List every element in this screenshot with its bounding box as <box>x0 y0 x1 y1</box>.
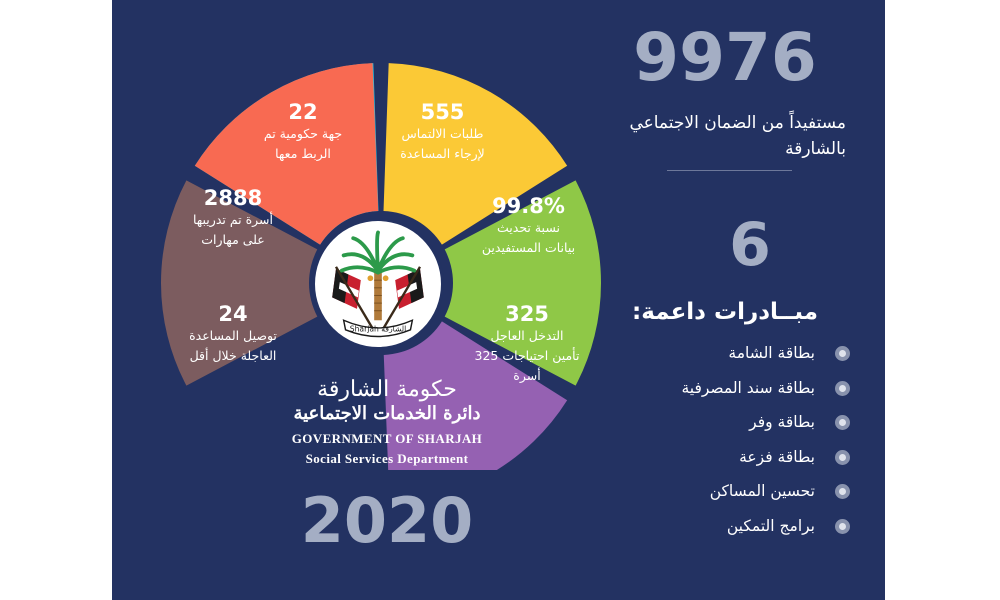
department-english-name: Social Services Department <box>305 451 469 466</box>
segment-requests-label-2: لإرجاء المساعدة <box>400 146 485 161</box>
segment-delivery-label-2: العاجلة خلال أقل <box>189 348 277 363</box>
segment-training-value: 2888 <box>203 186 263 210</box>
initiative-label: تحسين المساكن <box>709 482 815 501</box>
segment-delivery-value: 24 <box>218 302 248 326</box>
segment-data-update-value: 99.8% <box>492 194 565 218</box>
list-item <box>600 338 850 373</box>
segment-training-text <box>168 186 298 250</box>
sharjah-emblem <box>312 218 444 350</box>
government-arabic-name: حكومة الشارقة <box>317 377 457 402</box>
segment-intervention-text <box>462 302 592 386</box>
list-item <box>600 373 850 408</box>
segment-training-label-1: أسرة تم تدريبها <box>192 212 274 227</box>
segment-intervention-value: 325 <box>505 302 549 326</box>
segment-coordination-label-2: الربط معها <box>275 146 331 161</box>
bullet-circle-icon <box>835 415 850 430</box>
segment-delivery-label-1: توصيل المساعدة <box>189 328 277 343</box>
segment-coordination-label-1: جهة حكومية تم <box>263 126 343 141</box>
bullet-circle-icon <box>835 381 850 396</box>
beneficiaries-count: 9976 <box>633 19 817 96</box>
segment-intervention-label-1: التدخل العاجل <box>490 328 564 343</box>
emblem-ribbon-text: Sharjah الشارقة <box>349 324 407 334</box>
initiatives-title: مبــادرات داعمة: <box>632 299 818 325</box>
list-item <box>600 511 850 546</box>
bullet-circle-icon <box>835 346 850 361</box>
list-item <box>600 407 850 442</box>
initiatives-count: 6 <box>729 210 771 280</box>
beneficiaries-line-2: بالشارقة <box>785 139 846 159</box>
initiative-label: برامج التمكين <box>726 516 815 535</box>
segment-data-update-text <box>466 194 591 258</box>
palm-flags-emblem-icon <box>315 221 441 347</box>
segment-coordination-value: 22 <box>288 100 318 124</box>
initiative-label: بطاقة وفر <box>749 413 815 432</box>
beneficiaries-line-1: مستفيداً من الضمان الاجتماعي <box>629 113 846 133</box>
year-label: 2020 <box>300 484 474 557</box>
segment-data-update-label-1: نسبة تحديث <box>497 220 560 235</box>
initiative-label: بطاقة سند المصرفية <box>681 378 815 397</box>
list-item <box>600 476 850 511</box>
list-item <box>600 442 850 477</box>
segment-requests-value: 555 <box>420 100 465 124</box>
segment-intervention-label-2: تأمين احتياجات 325 <box>474 348 580 363</box>
initiative-label: بطاقة فزعة <box>739 447 815 466</box>
segment-coordination-text <box>243 100 363 164</box>
bullet-circle-icon <box>835 484 850 499</box>
segment-requests-label-1: طلبات الالتماس <box>401 126 484 141</box>
segment-requests-text <box>380 100 505 164</box>
divider <box>667 170 792 171</box>
initiatives-list <box>600 338 850 546</box>
department-arabic-name: دائرة الخدمات الاجتماعية <box>293 403 481 424</box>
segment-training-label-2: على مهارات <box>201 232 265 247</box>
bullet-circle-icon <box>835 519 850 534</box>
segment-delivery-text <box>168 302 298 366</box>
segment-intervention-label-3: أسرة <box>513 368 541 383</box>
initiative-label: بطاقة الشامة <box>728 344 815 362</box>
segment-data-update-label-2: بيانات المستفيدين <box>481 240 576 255</box>
beneficiaries-description <box>590 110 846 162</box>
government-english-name: GOVERNMENT OF SHARJAH <box>291 431 483 446</box>
bullet-circle-icon <box>835 450 850 465</box>
